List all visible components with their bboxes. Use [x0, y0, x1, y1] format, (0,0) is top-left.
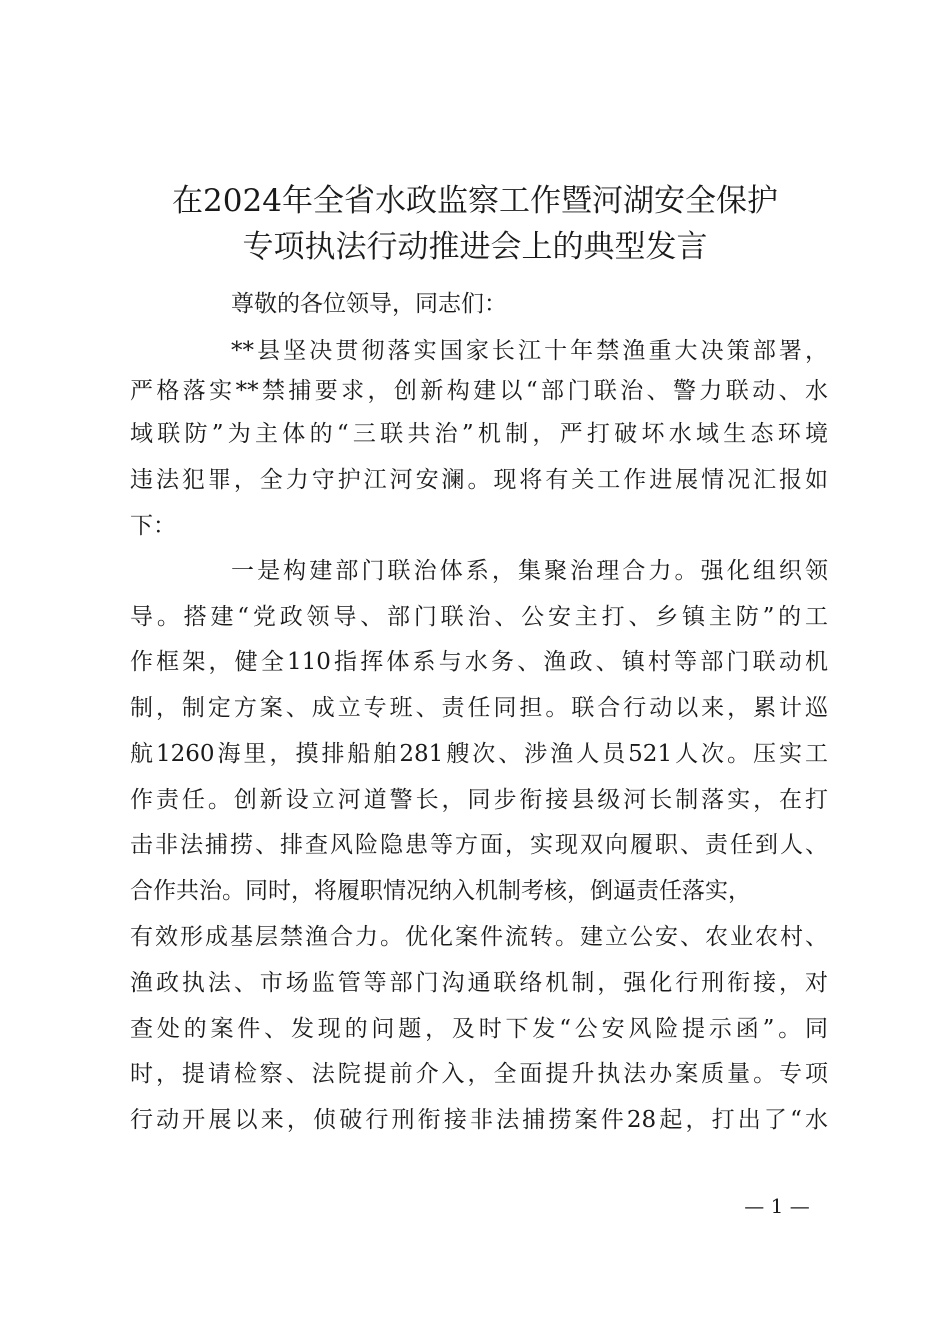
- body-line: 导。搭建“党政领导、部门联治、公安主打、乡镇主防”的工: [130, 604, 828, 630]
- body-line: 查处的案件、发现的问题，及时下发“公安风险提示函”。同: [130, 1016, 828, 1042]
- body-line: **县坚决贯彻落实国家长江十年禁渔重大决策部署，: [231, 338, 828, 364]
- body-line: 作责任。创新设立河道警长，同步衔接县级河长制落实，在打: [130, 787, 828, 813]
- body-line: 制，制定方案、成立专班、责任同担。联合行动以来，累计巡: [130, 695, 828, 721]
- salutation: 尊敬的各位领导，同志们：: [231, 291, 507, 317]
- body-line: 严格落实**禁捕要求，创新构建以“部门联治、警力联动、水: [130, 378, 828, 404]
- document-title: [120, 178, 830, 270]
- page-number: — 1 —: [744, 1194, 810, 1218]
- body-line: 违法犯罪，全力守护江河安澜。现将有关工作进展情况汇报如: [130, 467, 828, 493]
- body-line: 有效形成基层禁渔合力。优化案件流转。建立公安、农业农村、: [130, 924, 828, 950]
- body-line: 击非法捕捞、排查风险隐患等方面，实现双向履职、责任到人、: [130, 832, 828, 858]
- body-line: 下：: [130, 513, 176, 539]
- body-line: 时，提请检察、法院提前介入，全面提升执法办案质量。专项: [130, 1061, 828, 1087]
- body-line: 行动开展以来，侦破行刑衔接非法捕捞案件28起，打出了“水: [130, 1107, 828, 1133]
- title-line-2: 专项执法行动推进会上的典型发言: [242, 229, 708, 265]
- body-line: 作框架，健全110指挥体系与水务、渔政、镇村等部门联动机: [130, 649, 828, 675]
- title-line-1: 在2024年全省水政监察工作暨河湖安全保护: [172, 183, 778, 219]
- body-line: 一是构建部门联治体系，集聚治理合力。强化组织领: [231, 558, 828, 584]
- body-line: 航1260海里，摸排船舶281艘次、涉渔人员521人次。压实工: [130, 741, 828, 767]
- body-line: 域联防”为主体的“三联共治”机制，严打破坏水域生态环境: [130, 421, 828, 447]
- body-line: 渔政执法、市场监管等部门沟通联络机制，强化行刑衔接，对: [130, 970, 828, 996]
- body-line: 合作共治。同时，将履职情况纳入机制考核，倒逼责任落实，: [130, 878, 751, 904]
